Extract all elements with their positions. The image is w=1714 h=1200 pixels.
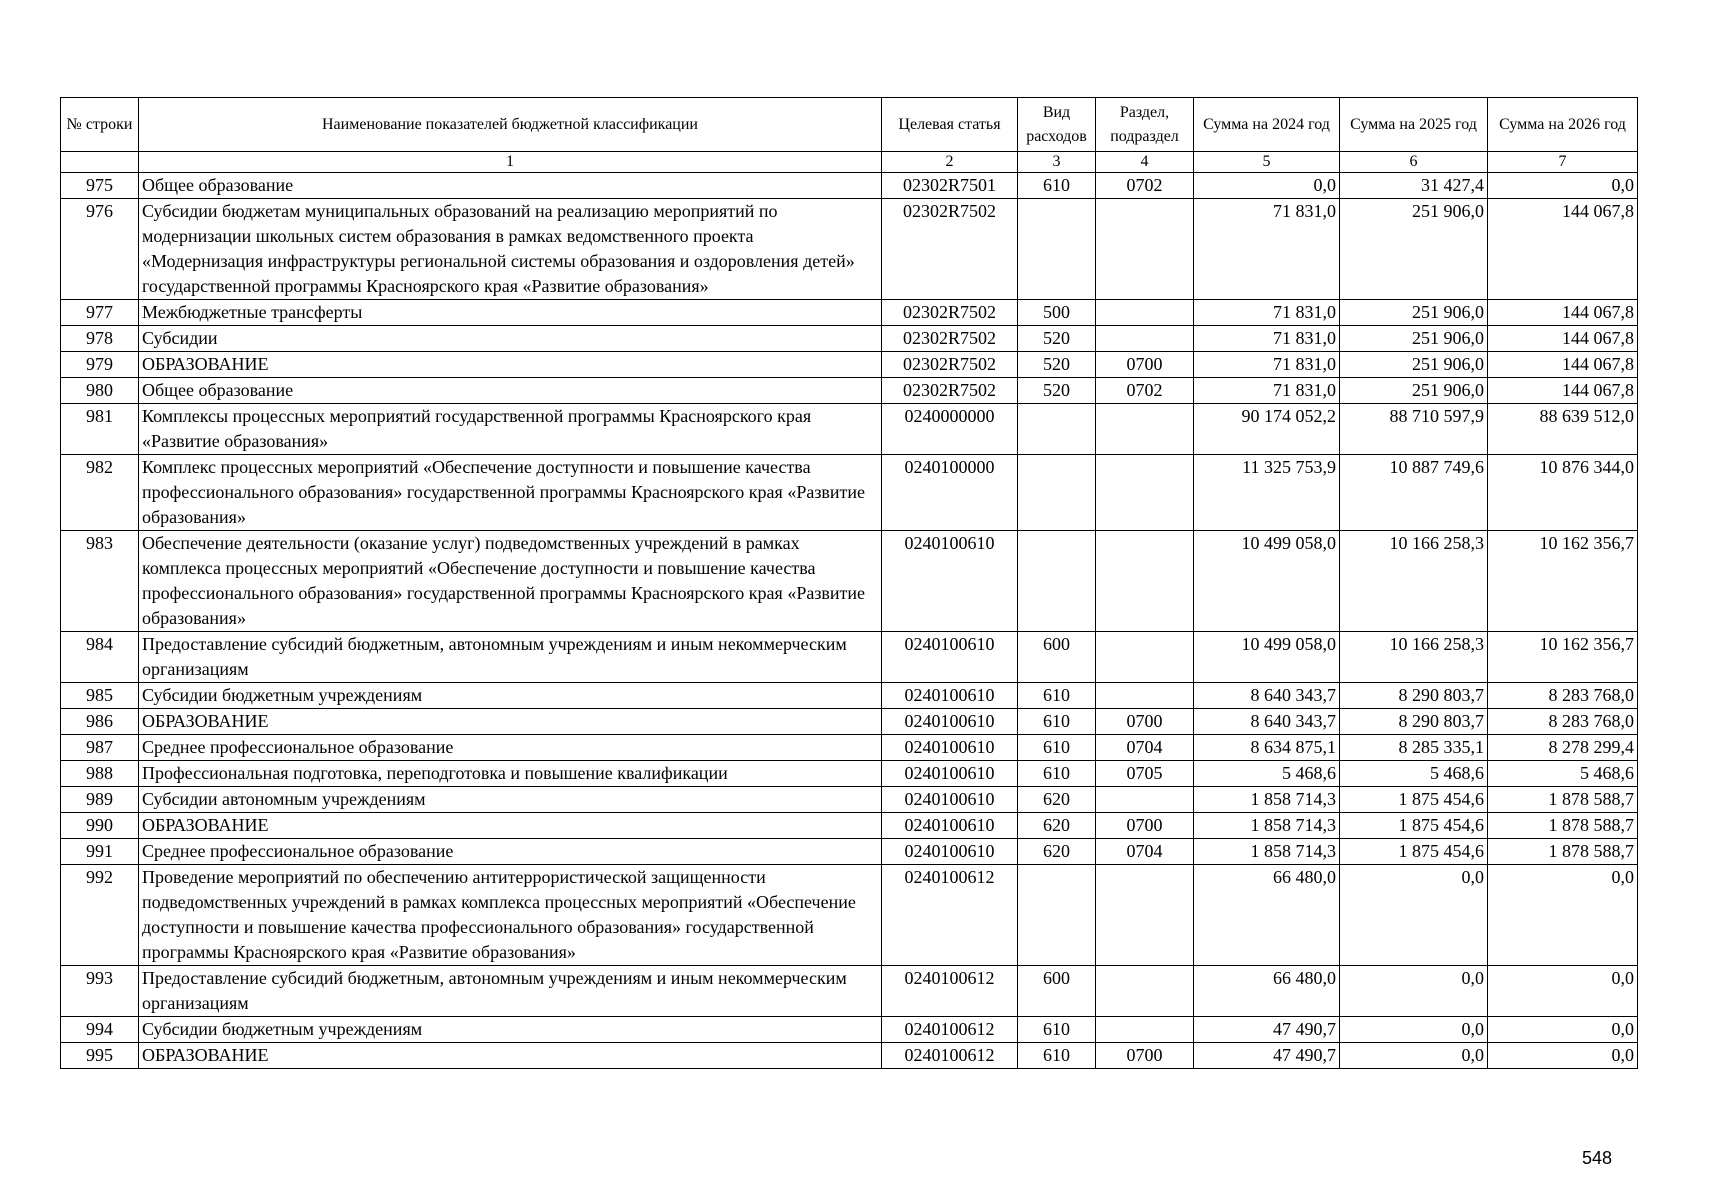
sum-2024: 71 831,0 bbox=[1194, 199, 1340, 300]
sum-2024: 1 858 714,3 bbox=[1194, 839, 1340, 865]
sum-2026: 10 162 356,7 bbox=[1488, 531, 1638, 632]
expense-type bbox=[1018, 865, 1096, 966]
section-code: 0700 bbox=[1096, 709, 1194, 735]
sum-2026: 8 283 768,0 bbox=[1488, 683, 1638, 709]
target-article: 02302R7502 bbox=[882, 199, 1018, 300]
sum-2025: 1 875 454,6 bbox=[1340, 787, 1488, 813]
sum-2026: 144 067,8 bbox=[1488, 326, 1638, 352]
header-sum-2024: Сумма на 2024 год bbox=[1194, 98, 1340, 152]
header-row-number: № строки bbox=[61, 98, 139, 152]
expense-type bbox=[1018, 531, 1096, 632]
indicator-name: Межбюджетные трансферты bbox=[139, 300, 882, 326]
indicator-name: Предоставление субсидий бюджетным, автономным учреждениям и иным некоммерческим организациям bbox=[139, 966, 882, 1017]
row-number: 994 bbox=[61, 1017, 139, 1043]
indicator-name: Профессиональная подготовка, переподготовка и повышение квалификации bbox=[139, 761, 882, 787]
expense-type: 620 bbox=[1018, 787, 1096, 813]
section-code: 0704 bbox=[1096, 735, 1194, 761]
row-number: 983 bbox=[61, 531, 139, 632]
section-code: 0705 bbox=[1096, 761, 1194, 787]
table-row bbox=[61, 813, 1638, 839]
expense-type: 610 bbox=[1018, 683, 1096, 709]
table-row bbox=[61, 865, 1638, 966]
section-code bbox=[1096, 455, 1194, 531]
sum-2025: 31 427,4 bbox=[1340, 173, 1488, 199]
indicator-name: Субсидии бюджетам муниципальных образований на реализацию мероприятий по модернизации школьных систем образования в рамках ведомственного проекта «Модернизация инфраструктуры региональной системы образования и оздоровления детей» государственной программы Красноярского края «Развитие образования» bbox=[139, 199, 882, 300]
indicator-name: Комплексы процессных мероприятий государственной программы Красноярского края «Развитие образования» bbox=[139, 404, 882, 455]
target-article: 02302R7502 bbox=[882, 300, 1018, 326]
table-row bbox=[61, 1043, 1638, 1069]
sum-2026: 144 067,8 bbox=[1488, 300, 1638, 326]
sum-2024: 5 468,6 bbox=[1194, 761, 1340, 787]
target-article: 0240100610 bbox=[882, 761, 1018, 787]
header-sum-2025: Сумма на 2025 год bbox=[1340, 98, 1488, 152]
indicator-name: ОБРАЗОВАНИЕ bbox=[139, 1043, 882, 1069]
sum-2025: 8 285 335,1 bbox=[1340, 735, 1488, 761]
indicator-name: Субсидии бюджетным учреждениям bbox=[139, 683, 882, 709]
table-body bbox=[61, 173, 1638, 1069]
header-target-article: Целевая статья bbox=[882, 98, 1018, 152]
row-number: 976 bbox=[61, 199, 139, 300]
section-code bbox=[1096, 199, 1194, 300]
row-number: 988 bbox=[61, 761, 139, 787]
column-number: 2 bbox=[882, 152, 1018, 173]
table-row bbox=[61, 709, 1638, 735]
row-number: 980 bbox=[61, 378, 139, 404]
indicator-name: Комплекс процессных мероприятий «Обеспечение доступности и повышение качества профессионального образования» государственной программы Красноярского края «Развитие образования» bbox=[139, 455, 882, 531]
section-code bbox=[1096, 966, 1194, 1017]
header-row bbox=[61, 98, 1638, 152]
sum-2024: 10 499 058,0 bbox=[1194, 531, 1340, 632]
sum-2024: 8 634 875,1 bbox=[1194, 735, 1340, 761]
sum-2024: 71 831,0 bbox=[1194, 352, 1340, 378]
expense-type: 600 bbox=[1018, 966, 1096, 1017]
table-row bbox=[61, 173, 1638, 199]
sum-2024: 11 325 753,9 bbox=[1194, 455, 1340, 531]
table-row bbox=[61, 199, 1638, 300]
row-number: 981 bbox=[61, 404, 139, 455]
indicator-name: Общее образование bbox=[139, 173, 882, 199]
column-number bbox=[61, 152, 139, 173]
header-sum-2026: Сумма на 2026 год bbox=[1488, 98, 1638, 152]
sum-2025: 251 906,0 bbox=[1340, 352, 1488, 378]
table-row bbox=[61, 531, 1638, 632]
target-article: 0240100610 bbox=[882, 531, 1018, 632]
sum-2024: 1 858 714,3 bbox=[1194, 813, 1340, 839]
indicator-name: Субсидии бюджетным учреждениям bbox=[139, 1017, 882, 1043]
expense-type: 610 bbox=[1018, 1017, 1096, 1043]
page-number: 548 bbox=[1582, 1148, 1613, 1168]
target-article: 02302R7502 bbox=[882, 378, 1018, 404]
table-row bbox=[61, 378, 1638, 404]
expense-type: 610 bbox=[1018, 173, 1096, 199]
indicator-name: Обеспечение деятельности (оказание услуг) подведомственных учреждений в рамках комплекса процессных мероприятий «Обеспечение доступности и повышение качества профессионального образования» государственной программы Красноярского края «Развитие образования» bbox=[139, 531, 882, 632]
sum-2026: 1 878 588,7 bbox=[1488, 813, 1638, 839]
table-row bbox=[61, 455, 1638, 531]
sum-2026: 1 878 588,7 bbox=[1488, 839, 1638, 865]
row-number: 977 bbox=[61, 300, 139, 326]
section-code bbox=[1096, 300, 1194, 326]
section-code bbox=[1096, 632, 1194, 683]
column-number: 5 bbox=[1194, 152, 1340, 173]
column-number: 3 bbox=[1018, 152, 1096, 173]
section-code: 0704 bbox=[1096, 839, 1194, 865]
sum-2026: 5 468,6 bbox=[1488, 761, 1638, 787]
sum-2026: 0,0 bbox=[1488, 865, 1638, 966]
sum-2024: 71 831,0 bbox=[1194, 300, 1340, 326]
sum-2024: 47 490,7 bbox=[1194, 1017, 1340, 1043]
row-number: 991 bbox=[61, 839, 139, 865]
sum-2024: 47 490,7 bbox=[1194, 1043, 1340, 1069]
section-code bbox=[1096, 1017, 1194, 1043]
sum-2025: 251 906,0 bbox=[1340, 199, 1488, 300]
header-name: Наименование показателей бюджетной классификации bbox=[139, 98, 882, 152]
target-article: 02302R7502 bbox=[882, 352, 1018, 378]
section-code bbox=[1096, 787, 1194, 813]
header-section: Раздел, подраздел bbox=[1096, 98, 1194, 152]
sum-2024: 90 174 052,2 bbox=[1194, 404, 1340, 455]
column-number: 6 bbox=[1340, 152, 1488, 173]
expense-type: 610 bbox=[1018, 735, 1096, 761]
sum-2024: 10 499 058,0 bbox=[1194, 632, 1340, 683]
sum-2025: 0,0 bbox=[1340, 966, 1488, 1017]
expense-type: 520 bbox=[1018, 352, 1096, 378]
table-row bbox=[61, 761, 1638, 787]
column-number: 7 bbox=[1488, 152, 1638, 173]
sum-2024: 8 640 343,7 bbox=[1194, 709, 1340, 735]
section-code: 0700 bbox=[1096, 352, 1194, 378]
sum-2025: 10 887 749,6 bbox=[1340, 455, 1488, 531]
sum-2025: 10 166 258,3 bbox=[1340, 531, 1488, 632]
table-row bbox=[61, 839, 1638, 865]
expense-type: 520 bbox=[1018, 326, 1096, 352]
section-code: 0702 bbox=[1096, 378, 1194, 404]
section-code bbox=[1096, 326, 1194, 352]
sum-2026: 1 878 588,7 bbox=[1488, 787, 1638, 813]
row-number: 989 bbox=[61, 787, 139, 813]
sum-2026: 144 067,8 bbox=[1488, 352, 1638, 378]
sum-2025: 8 290 803,7 bbox=[1340, 683, 1488, 709]
sum-2026: 0,0 bbox=[1488, 966, 1638, 1017]
sum-2026: 10 162 356,7 bbox=[1488, 632, 1638, 683]
table-row bbox=[61, 735, 1638, 761]
table-row bbox=[61, 352, 1638, 378]
expense-type: 610 bbox=[1018, 709, 1096, 735]
expense-type: 620 bbox=[1018, 813, 1096, 839]
row-number: 978 bbox=[61, 326, 139, 352]
sum-2024: 71 831,0 bbox=[1194, 378, 1340, 404]
indicator-name: ОБРАЗОВАНИЕ bbox=[139, 813, 882, 839]
target-article: 0240100610 bbox=[882, 709, 1018, 735]
target-article: 0240100610 bbox=[882, 839, 1018, 865]
sum-2024: 1 858 714,3 bbox=[1194, 787, 1340, 813]
indicator-name: Среднее профессиональное образование bbox=[139, 735, 882, 761]
indicator-name: Проведение мероприятий по обеспечению антитеррористической защищенности подведомственных учреждений в рамках комплекса процессных мероприятий «Обеспечение доступности и повышение качества профессионального образования» государственной программы Красноярского края «Развитие образования» bbox=[139, 865, 882, 966]
table-row bbox=[61, 300, 1638, 326]
sum-2026: 144 067,8 bbox=[1488, 378, 1638, 404]
section-code: 0700 bbox=[1096, 1043, 1194, 1069]
table-row bbox=[61, 632, 1638, 683]
row-number: 982 bbox=[61, 455, 139, 531]
row-number: 985 bbox=[61, 683, 139, 709]
expense-type: 620 bbox=[1018, 839, 1096, 865]
sum-2024: 66 480,0 bbox=[1194, 966, 1340, 1017]
expense-type: 520 bbox=[1018, 378, 1096, 404]
section-code bbox=[1096, 683, 1194, 709]
table-row bbox=[61, 404, 1638, 455]
sum-2025: 10 166 258,3 bbox=[1340, 632, 1488, 683]
table-row bbox=[61, 1017, 1638, 1043]
indicator-name: ОБРАЗОВАНИЕ bbox=[139, 709, 882, 735]
expense-type bbox=[1018, 404, 1096, 455]
expense-type: 500 bbox=[1018, 300, 1096, 326]
column-number: 4 bbox=[1096, 152, 1194, 173]
table-row bbox=[61, 326, 1638, 352]
target-article: 0240100612 bbox=[882, 966, 1018, 1017]
expense-type bbox=[1018, 199, 1096, 300]
header-expense-type: Вид расходов bbox=[1018, 98, 1096, 152]
indicator-name: Среднее профессиональное образование bbox=[139, 839, 882, 865]
target-article: 0240100610 bbox=[882, 632, 1018, 683]
sum-2024: 71 831,0 bbox=[1194, 326, 1340, 352]
section-code: 0700 bbox=[1096, 813, 1194, 839]
sum-2025: 0,0 bbox=[1340, 865, 1488, 966]
indicator-name: ОБРАЗОВАНИЕ bbox=[139, 352, 882, 378]
target-article: 0240100610 bbox=[882, 813, 1018, 839]
sum-2024: 66 480,0 bbox=[1194, 865, 1340, 966]
expense-type bbox=[1018, 455, 1096, 531]
indicator-name: Субсидии автономным учреждениям bbox=[139, 787, 882, 813]
row-number: 979 bbox=[61, 352, 139, 378]
sum-2025: 1 875 454,6 bbox=[1340, 839, 1488, 865]
row-number: 984 bbox=[61, 632, 139, 683]
target-article: 02302R7502 bbox=[882, 326, 1018, 352]
column-number: 1 bbox=[139, 152, 882, 173]
row-number: 992 bbox=[61, 865, 139, 966]
section-code bbox=[1096, 865, 1194, 966]
sum-2024: 8 640 343,7 bbox=[1194, 683, 1340, 709]
sum-2026: 144 067,8 bbox=[1488, 199, 1638, 300]
sum-2025: 88 710 597,9 bbox=[1340, 404, 1488, 455]
sum-2025: 251 906,0 bbox=[1340, 378, 1488, 404]
section-code bbox=[1096, 531, 1194, 632]
row-number: 987 bbox=[61, 735, 139, 761]
indicator-name: Субсидии bbox=[139, 326, 882, 352]
sum-2026: 0,0 bbox=[1488, 173, 1638, 199]
row-number: 993 bbox=[61, 966, 139, 1017]
section-code bbox=[1096, 404, 1194, 455]
sum-2026: 88 639 512,0 bbox=[1488, 404, 1638, 455]
row-number: 990 bbox=[61, 813, 139, 839]
target-article: 0240100000 bbox=[882, 455, 1018, 531]
expense-type: 610 bbox=[1018, 1043, 1096, 1069]
section-code: 0702 bbox=[1096, 173, 1194, 199]
target-article: 0240100610 bbox=[882, 735, 1018, 761]
sum-2026: 0,0 bbox=[1488, 1017, 1638, 1043]
target-article: 0240100612 bbox=[882, 865, 1018, 966]
sum-2024: 0,0 bbox=[1194, 173, 1340, 199]
sum-2025: 1 875 454,6 bbox=[1340, 813, 1488, 839]
table-row bbox=[61, 683, 1638, 709]
indicator-name: Общее образование bbox=[139, 378, 882, 404]
target-article: 02302R7501 bbox=[882, 173, 1018, 199]
target-article: 0240100612 bbox=[882, 1017, 1018, 1043]
sum-2025: 251 906,0 bbox=[1340, 300, 1488, 326]
target-article: 0240100610 bbox=[882, 787, 1018, 813]
sum-2025: 8 290 803,7 bbox=[1340, 709, 1488, 735]
sum-2025: 251 906,0 bbox=[1340, 326, 1488, 352]
target-article: 0240100610 bbox=[882, 683, 1018, 709]
table-row bbox=[61, 966, 1638, 1017]
sum-2025: 0,0 bbox=[1340, 1017, 1488, 1043]
target-article: 0240100612 bbox=[882, 1043, 1018, 1069]
row-number: 986 bbox=[61, 709, 139, 735]
row-number: 975 bbox=[61, 173, 139, 199]
budget-table bbox=[60, 97, 1638, 1069]
sum-2025: 0,0 bbox=[1340, 1043, 1488, 1069]
sum-2026: 8 278 299,4 bbox=[1488, 735, 1638, 761]
sum-2026: 0,0 bbox=[1488, 1043, 1638, 1069]
sum-2026: 10 876 344,0 bbox=[1488, 455, 1638, 531]
sum-2026: 8 283 768,0 bbox=[1488, 709, 1638, 735]
target-article: 0240000000 bbox=[882, 404, 1018, 455]
column-numbers-row bbox=[61, 152, 1638, 173]
expense-type: 600 bbox=[1018, 632, 1096, 683]
sum-2025: 5 468,6 bbox=[1340, 761, 1488, 787]
table-row bbox=[61, 787, 1638, 813]
expense-type: 610 bbox=[1018, 761, 1096, 787]
row-number: 995 bbox=[61, 1043, 139, 1069]
indicator-name: Предоставление субсидий бюджетным, автономным учреждениям и иным некоммерческим организациям bbox=[139, 632, 882, 683]
